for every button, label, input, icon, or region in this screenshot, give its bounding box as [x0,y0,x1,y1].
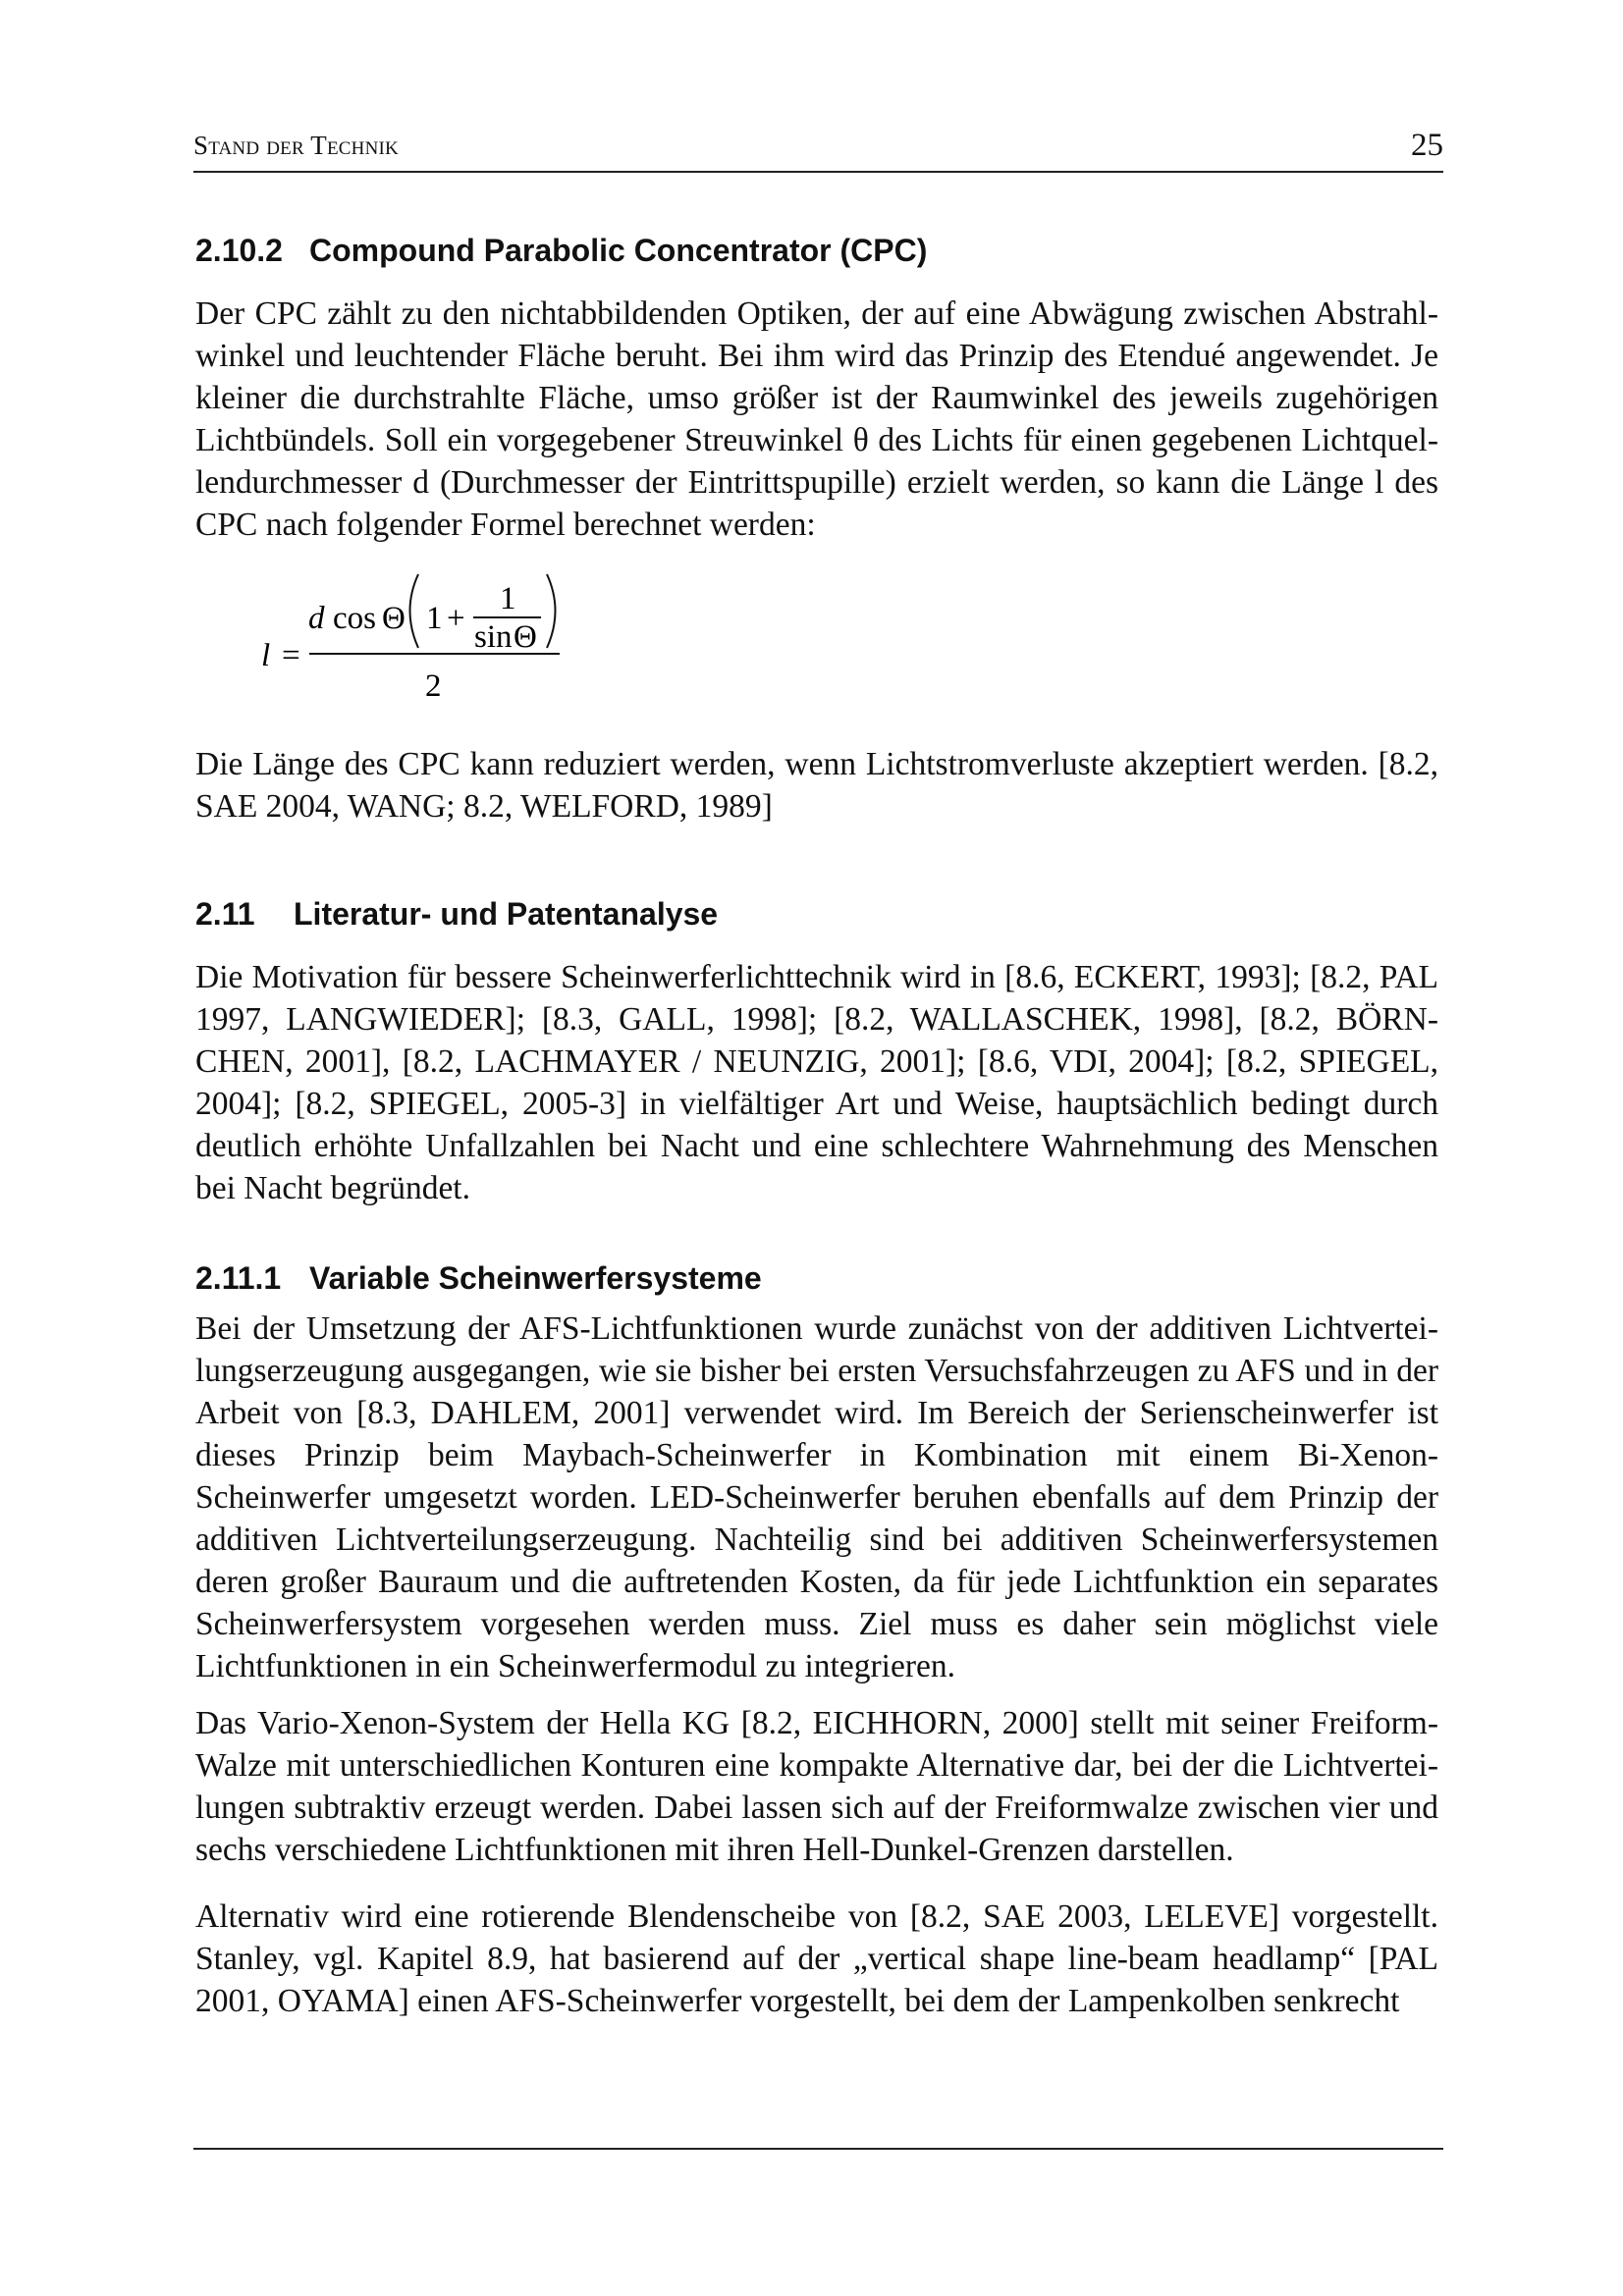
paragraph-literatur: Die Motivation für bessere Scheinwerferlichttechnik wird in [8.6, ECKERT, 1993]; [8.2, PAL 1997, LANGWIEDER]; [8.3, GALL, 1998]; [8.2, WALLASCHEK, 1998], [8.2, BÖRNCHEN, 2001], [8.2, LACHMAYER / NEUNZIG, 2001]; [8.6, VDI, 2004]; [8.2, SPIEGEL, 2004]; [8.2, SPIEGEL, 2005-3] in vielfältiger Art und Weise, hauptsächlich bedingt durch deutlich erhöhte Unfallzahlen bei Nacht und eine schlechtere Wahrnehmung des Menschen bei Nacht begründet. [195,959,1438,1206]
formula-equals: = [282,638,300,673]
paragraph-cpc-intro: Der CPC zählt zu den nichtabbildenden Optiken, der auf eine Abwägung zwischen Abstrahlwinkel und leuchtender Fläche beruht. Bei ihm wird das Prinzip des Etendué angewendet. Je kleiner die durchstrahlte Fläche, umso größer ist der Raumwinkel des jeweils zugehörigen Lichtbündels. Soll ein vorgegebener Streuwinkel θ des Lichts für einen gegebenen Lichtquellendurchmesser d (Durchmesser der Eintrittspupille) erzielt werden, so kann die Länge l des CPC nach folgender Formel berechnet werden: [195,295,1438,543]
section-number: 2.11.1 [195,1260,282,1296]
section-heading-literatur [195,892,1438,935]
paragraph-variable-3: Alternativ wird eine rotierende Blendenscheibe von [8.2, SAE 2003, LELEVE] vorgestellt. Stanley, vgl. Kapitel 8.9, hat basierend auf der „vertical shape line-beam headlamp“ [PAL 2001, OYAMA] einen AFS-Scheinwerfer vorgestellt, bei dem der Lampenkolben senkrecht [195,1898,1438,2019]
section-number: 2.10.2 [195,233,283,268]
section-title: Literatur- und Patentanalyse [294,896,719,932]
section-title: Compound Parabolic Concentrator (CPC) [309,233,928,268]
section-number: 2.11 [195,896,255,932]
formula-plus: + [447,601,465,636]
running-title: Stand der Technik [193,131,399,160]
formula-sin: sin [474,619,513,655]
running-header [193,128,1443,173]
right-parenthesis [547,574,556,648]
page-body [195,229,1438,2022]
paragraph-cpc-length: Die Länge des CPC kann reduziert werden, wenn Lichtstromverluste akzeptiert werden. [8.2, SAE 2004, WANG; 8.2, WELFORD, 1989] [195,746,1438,825]
paragraph-variable-2: Das Vario-Xenon-System der Hella KG [8.2, EICHHORN, 2000] stellt mit seiner Freiform-Walze mit unterschiedlichen Konturen eine kompakte Alternative dar, bei der die Lichtverteilungen subtraktiv erzeugt werden. Dabei lassen sich auf der Freiformwalze zwischen vier und sechs verschiedene Lichtfunktionen mit ihren Hell-Dunkel-Grenzen darstellen. [195,1705,1438,1868]
formula-theta-sin: Θ [514,619,537,655]
left-parenthesis [410,574,419,648]
formula-inner-numerator: 1 [500,581,516,616]
section-heading-cpc [195,229,1438,272]
formula-d: d [308,601,325,636]
section-heading-variable [195,1256,1438,1300]
page-number: 25 [1411,128,1443,163]
formula-one: 1 [426,601,443,636]
paragraph-variable-1: Bei der Umsetzung der AFS-Lichtfunktionen wurde zunächst von der additiven Lichtverteilungserzeugung ausgegangen, wie sie bisher bei ersten Versuchsfahrzeugen zu AFS und in der Arbeit von [8.3, DAHLEM, 2001] verwendet wird. Im Bereich der Serienscheinwerfer ist dieses Prinzip beim Maybach-Scheinwerfer in Kombination mit einem Bi-Xenon-Scheinwerfer umgesetzt worden. LED-Scheinwerfer beruhen ebenfalls auf dem Prinzip der additiven Lichtverteilungserzeugung. Nachteilig sind bei additiven Scheinwerfersystemen deren großer Bauraum und die auftretenden Kosten, da für jede Lichtfunktion ein separates Scheinwerfersystem vorgesehen werden muss. Ziel muss es daher sein möglichst viele Lichtfunktionen in ein Scheinwerfermodul zu integrieren. [195,1310,1438,1684]
formula-denominator: 2 [425,668,442,704]
formula-lhs: l [261,638,271,673]
formula-cos: cos [333,601,376,636]
section-title: Variable Scheinwerfersysteme [309,1260,762,1296]
cpc-length-formula [195,569,1438,721]
formula-theta-cos: Θ [382,601,406,636]
footer-rule [193,2148,1443,2150]
formula-graphic [195,569,784,721]
